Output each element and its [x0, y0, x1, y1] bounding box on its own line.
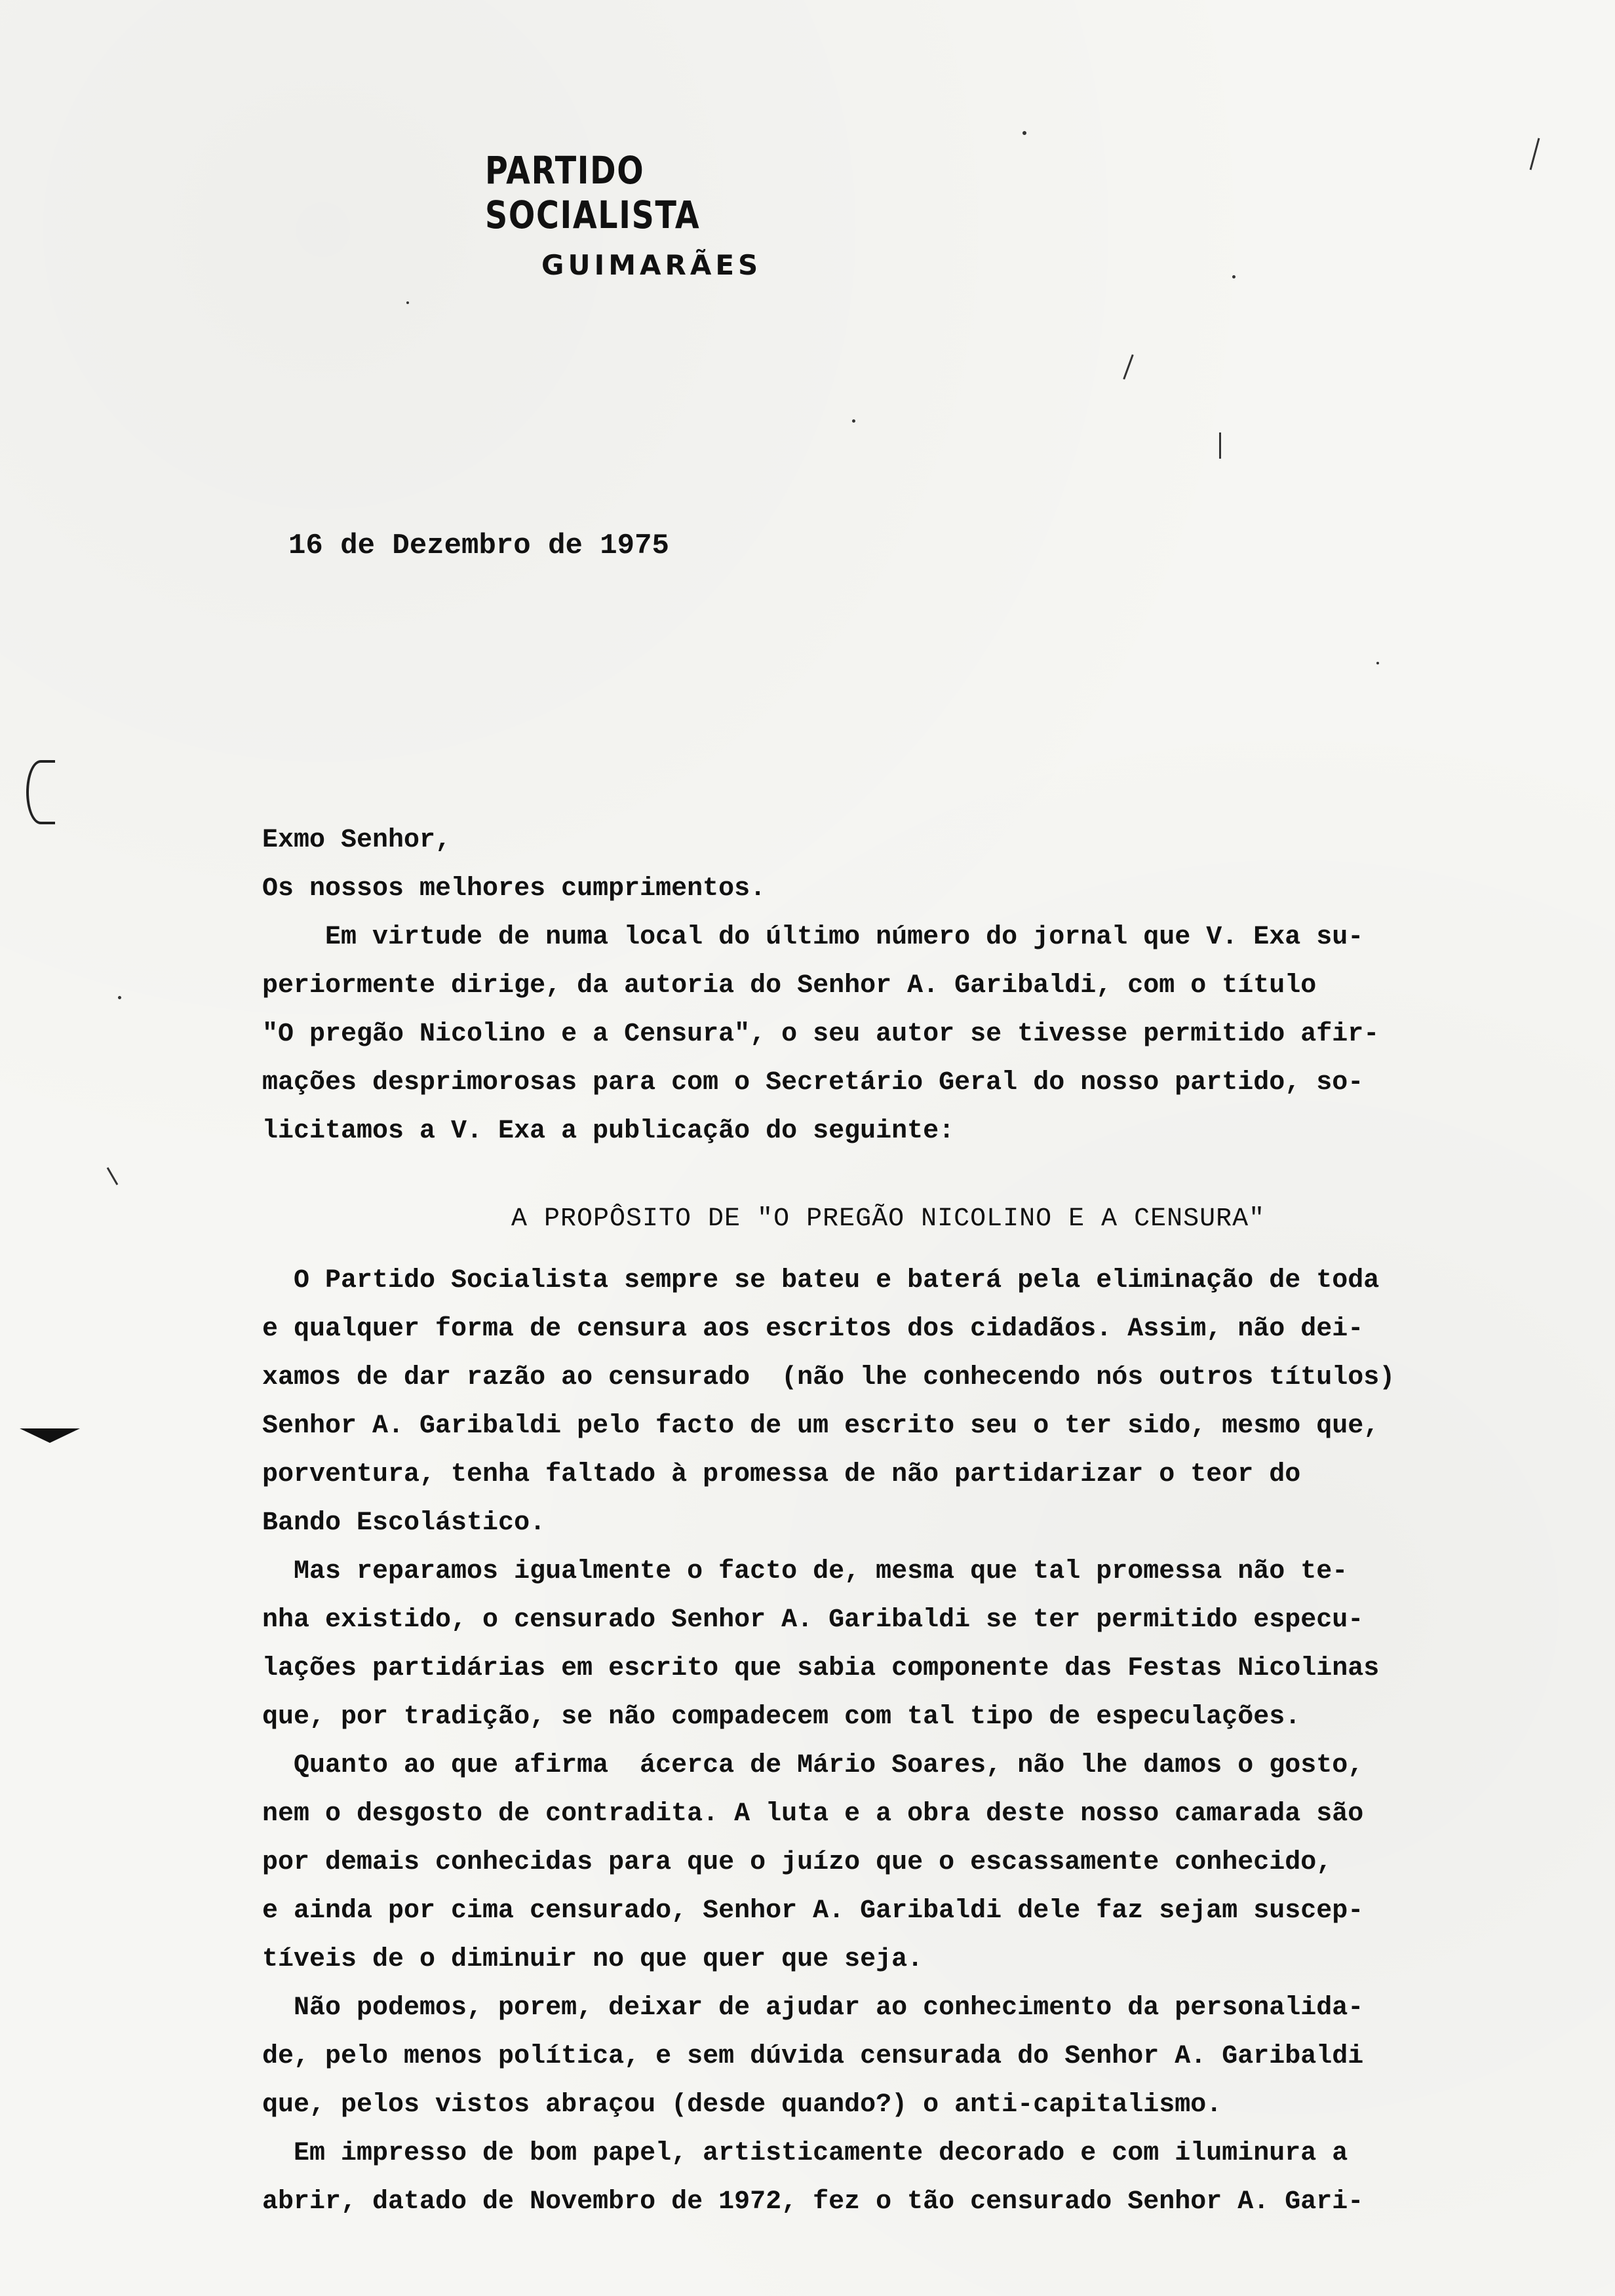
letterhead-stamp [485, 148, 891, 281]
scan-bracket-mark [26, 760, 55, 824]
article-line: tíveis de o diminuir no que quer que seja. [262, 1945, 924, 1974]
salutation: Exmo Senhor, [262, 826, 452, 855]
article-line: Não podemos, porem, deixar de ajudar ao conhecimento da personalida- [262, 1993, 1364, 2023]
scan-speck [118, 996, 121, 999]
letter-line: Os nossos melhores cumprimentos. [262, 874, 766, 904]
letter-line: licitamos a V. Exa a publicação do seguinte: [262, 1117, 955, 1146]
article-line: Bando Escolástico. [262, 1508, 546, 1538]
letter-line: periormente dirige, da autoria do Senhor A. Garibaldi, com o título [262, 971, 1317, 1001]
scan-stroke [1219, 432, 1221, 459]
letter-line: Em virtude de numa local do último número do jornal que V. Exa su- [262, 923, 1364, 952]
scan-stroke [1530, 138, 1540, 170]
letter-line: mações desprimorosas para com o Secretário Geral do nosso partido, so- [262, 1068, 1364, 1098]
scan-arrow-mark [20, 1428, 80, 1443]
letterhead-city: GUIMARÃES [541, 249, 762, 281]
article-line: Quanto ao que afirma ácerca de Mário Soares, não lhe damos o gosto, [262, 1751, 1364, 1780]
article-line: de, pelo menos política, e sem dúvida censurada do Senhor A. Garibaldi [262, 2042, 1364, 2071]
article-line: xamos de dar razão ao censurado (não lhe conhecendo nós outros títulos) [262, 1363, 1395, 1392]
article-line: por demais conhecidas para que o juízo que o escassamente conhecido, [262, 1848, 1333, 1877]
article-line: Em impresso de bom papel, artisticamente decorado e com iluminura a [262, 2139, 1348, 2168]
article-line: Senhor A. Garibaldi pelo facto de um escrito seu o ter sido, mesmo que, [262, 1411, 1380, 1441]
article-line: e qualquer forma de censura aos escritos dos cidadãos. Assim, não dei- [262, 1314, 1364, 1344]
article-line: O Partido Socialista sempre se bateu e baterá pela eliminação de toda [262, 1266, 1380, 1295]
letter-body [262, 816, 1508, 2227]
scan-speck [1232, 275, 1236, 278]
scan-speck [1376, 662, 1379, 664]
letterhead-party: PARTIDO SOCIALISTA [485, 148, 701, 237]
article-line: e ainda por cima censurado, Senhor A. Garibaldi dele faz sejam suscep- [262, 1896, 1364, 1926]
article-line: que, por tradição, se não compadecem com tal tipo de especulações. [262, 1702, 1301, 1732]
article-line: lações partidárias em escrito que sabia componente das Festas Nicolinas [262, 1654, 1380, 1683]
article-line: nha existido, o censurado Senhor A. Garibaldi se ter permitido especu- [262, 1605, 1364, 1635]
article-heading: A PROPÔSITO DE "O PREGÃO NICOLINO E A CENSURA" [511, 1204, 1266, 1234]
scan-speck [1022, 131, 1026, 135]
article-line: nem o desgosto de contradita. A luta e a obra deste nosso camarada são [262, 1799, 1364, 1829]
article-line: abrir, datado de Novembro de 1972, fez o tão censurado Senhor A. Gari- [262, 2187, 1364, 2217]
article-line: que, pelos vistos abraçou (desde quando?) o anti-capitalismo. [262, 2090, 1222, 2120]
article-line: porventura, tenha faltado à promessa de não partidarizar o teor do [262, 1460, 1301, 1489]
scan-speck [852, 419, 855, 423]
letter-line: "O pregão Nicolino e a Censura", o seu autor se tivesse permitido afir- [262, 1020, 1380, 1049]
scan-speck [406, 301, 409, 304]
letter-date: 16 de Dezembro de 1975 [288, 529, 669, 562]
article-line: Mas reparamos igualmente o facto de, mesma que tal promessa não te- [262, 1557, 1348, 1586]
scan-stroke [1123, 354, 1134, 380]
scan-stroke [107, 1167, 119, 1185]
